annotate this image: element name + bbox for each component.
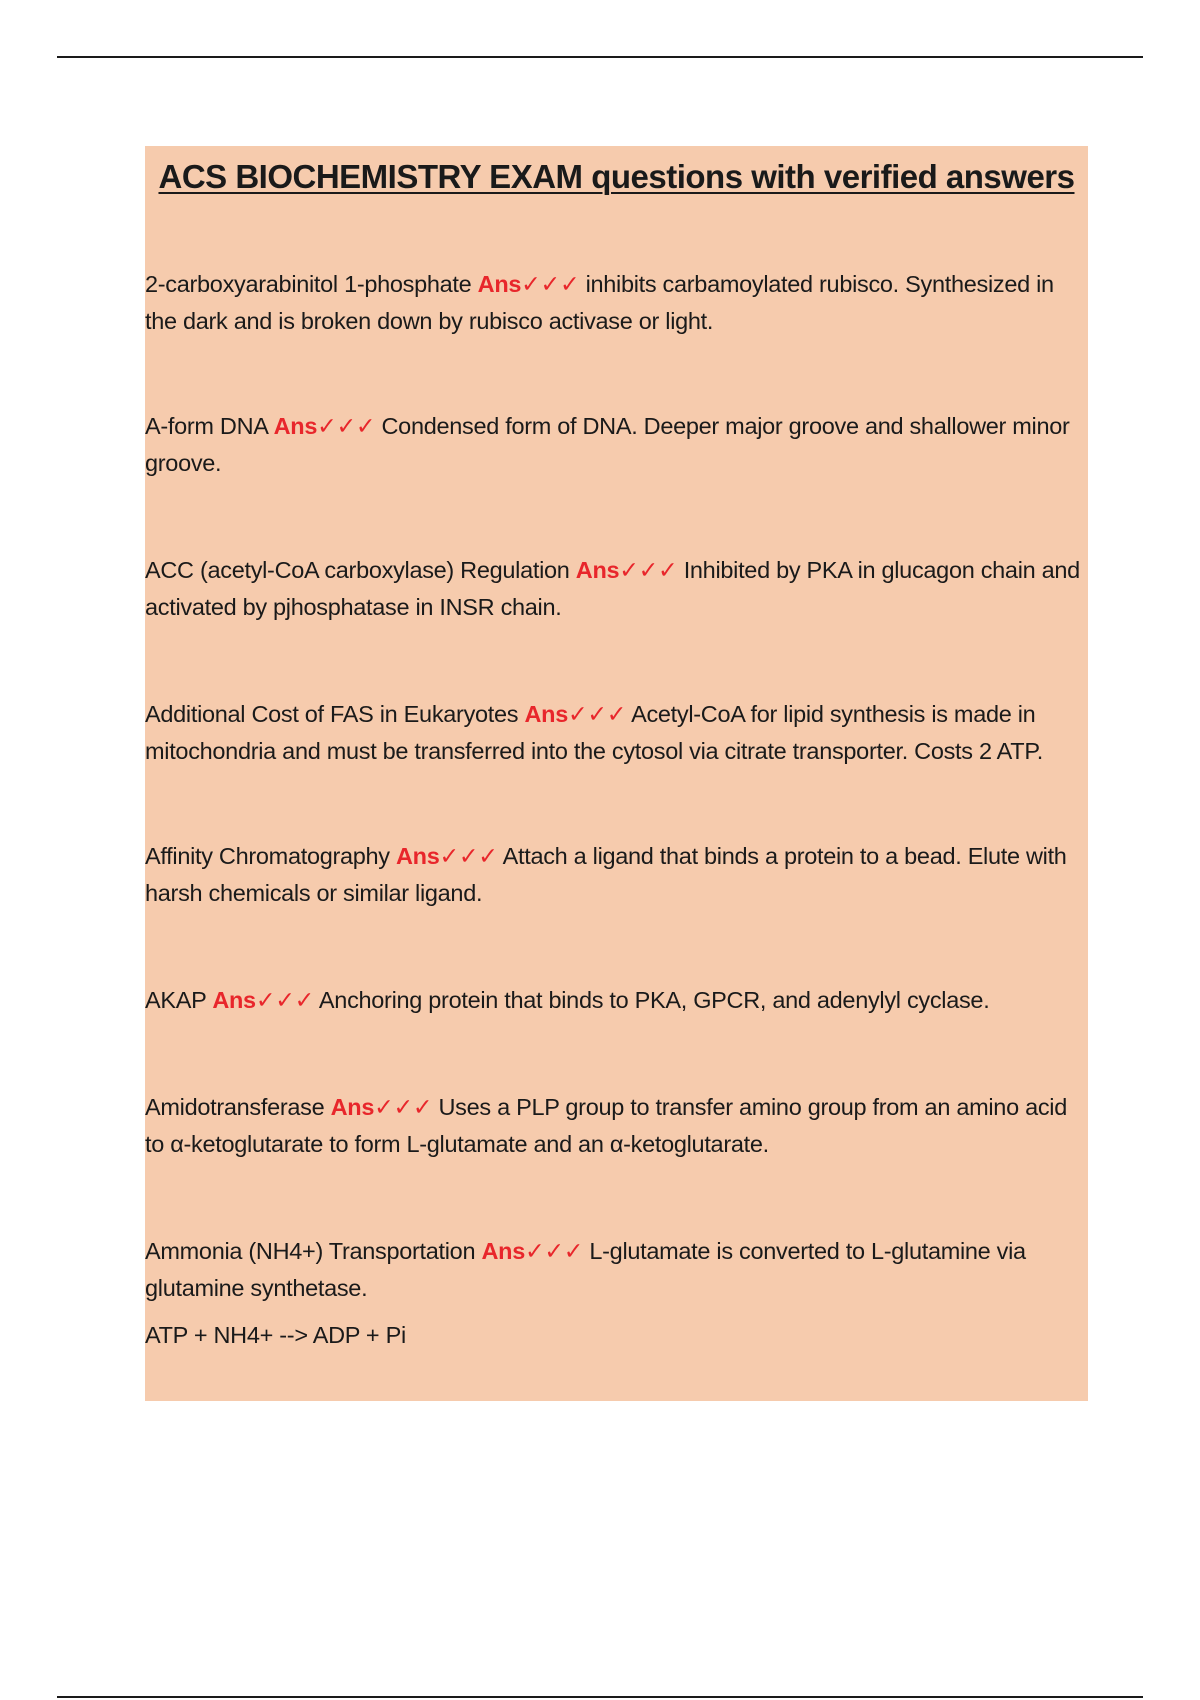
entry-answer: Uses a PLP group to transfer amino group from an amino acid to α-ketoglutarate to form L-glutamate and an α-ketoglutarate. xyxy=(145,1094,1067,1157)
qa-entry xyxy=(145,1089,1088,1163)
qa-entry xyxy=(145,552,1088,626)
entry-term: AKAP xyxy=(145,987,207,1013)
footer-rule xyxy=(57,1696,1143,1698)
document-title: ACS BIOCHEMISTRY EXAM questions with verified answers xyxy=(158,158,1075,195)
qa-entries xyxy=(145,266,1088,1378)
check-marks-icon: ✓✓✓ xyxy=(567,701,627,727)
check-marks-icon: ✓✓✓ xyxy=(524,1238,584,1264)
reaction-formula: ATP + NH4+ --> ADP + Pi xyxy=(145,1322,406,1348)
qa-entry xyxy=(145,266,1088,340)
entry-answer: Inhibited by PKA in glucagon chain and activated by pjhosphatase in INSR chain. xyxy=(145,557,1080,620)
answer-marker: Ans xyxy=(396,843,440,869)
answer-marker: Ans xyxy=(330,1094,375,1120)
entry-term: Affinity Chromatography xyxy=(145,843,390,869)
answer-marker: Ans xyxy=(524,701,568,727)
entry-answer: Condensed form of DNA. Deeper major groove and shallower minor groove. xyxy=(145,413,1070,476)
answer-marker: Ans xyxy=(212,987,256,1013)
answer-marker: Ans xyxy=(575,557,620,583)
entry-term: Ammonia (NH4+) Transportation xyxy=(145,1238,476,1264)
entry-term: A-form DNA xyxy=(145,413,268,439)
check-marks-icon: ✓✓✓ xyxy=(374,1094,433,1120)
highlighted-content xyxy=(145,146,1088,1401)
check-marks-icon: ✓✓✓ xyxy=(521,271,580,297)
entry-answer: Anchoring protein that binds to PKA, GPCR, and adenylyl cyclase. xyxy=(318,987,990,1013)
entry-term: Additional Cost of FAS in Eukaryotes xyxy=(145,701,519,727)
qa-entry xyxy=(145,408,1088,482)
qa-entry xyxy=(145,696,1088,770)
check-marks-icon: ✓✓✓ xyxy=(255,987,314,1013)
entry-term: ACC (acetyl-CoA carboxylase) Regulation xyxy=(145,557,570,583)
entry-answer: Acetyl-CoA for lipid synthesis is made in mitochondria and must be transferred into the cytosol via citrate transporter. Costs 2 ATP. xyxy=(145,701,1043,764)
qa-entry xyxy=(145,838,1088,912)
qa-entry xyxy=(145,982,1088,1019)
answer-marker: Ans xyxy=(481,1238,525,1264)
entry-answer: Attach a ligand that binds a protein to a bead. Elute with harsh chemicals or similar ligand. xyxy=(145,843,1067,906)
check-marks-icon: ✓✓✓ xyxy=(439,843,498,869)
answer-marker: Ans xyxy=(477,271,522,297)
entry-answer: inhibits carbamoylated rubisco. Synthesized in the dark and is broken down by rubisco activase or light. xyxy=(145,271,1054,334)
qa-entry xyxy=(145,1233,1088,1307)
check-marks-icon: ✓✓✓ xyxy=(317,413,376,439)
entry-term: 2-carboxyarabinitol 1-phosphate xyxy=(145,271,472,297)
check-marks-icon: ✓✓✓ xyxy=(619,557,678,583)
answer-marker: Ans xyxy=(273,413,318,439)
entry-term: Amidotransferase xyxy=(145,1094,325,1120)
entry-answer: L-glutamate is converted to L-glutamine via glutamine synthetase. xyxy=(145,1238,1026,1301)
header-rule xyxy=(57,56,1143,58)
